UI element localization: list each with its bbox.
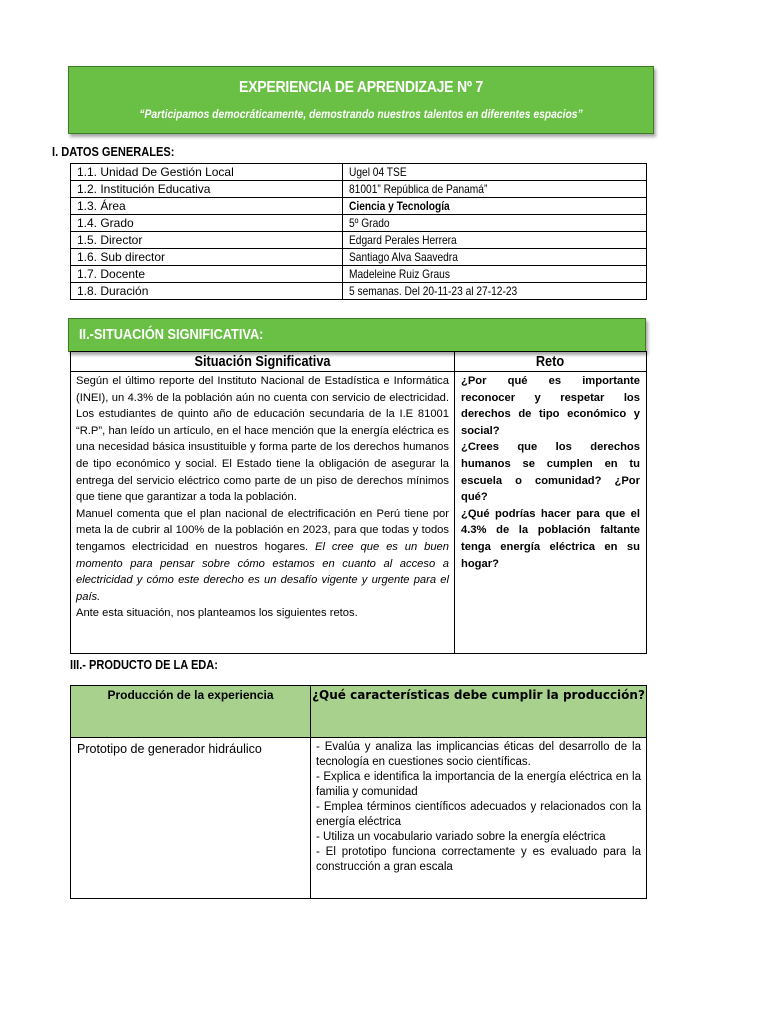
row-label: 1.7. Docente — [71, 266, 343, 283]
situacion-paragraph-1: Según el último reporte del Instituto Nacional de Estadística e Informática (INEI), un 4.3% de la población aún no cuenta con servicio de electricidad. Los estudiantes de quinto año de educación secundaria de la I.E 81001 “R.P”, han leído un artículo, en el hace mención que la energía eléctrica es una necesidad básica insustituible y forma parte de los derechos humanos de tipo económico y social. El Estado tiene la obligación de asegurar la entrega del servicio eléctrico como parte de un piso de derechos mínimos que tiene que garantizar a toda la población. — [76, 375, 449, 504]
situacion-paragraph-2-text: Manuel comenta que el plan nacional de electrificación en Perú tiene por meta la de cubrir al 100% de la población en 2023, para que todas y todos tengamos electricidad en nuestros hogares. — [76, 507, 449, 553]
table-row — [71, 215, 647, 232]
row-value: Ciencia y Tecnología — [349, 199, 450, 213]
produccion-column-title: Producción de la experiencia — [71, 686, 311, 738]
row-value: 5 semanas. Del 20-11-23 al 27-12-23 — [349, 284, 518, 298]
table-row — [71, 266, 647, 283]
experience-banner — [68, 66, 654, 134]
table-row — [71, 232, 647, 249]
situacion-paragraph-2 — [76, 506, 449, 606]
reto-question-1: ¿Por qué es importante reconocer y respetar los derechos de tipo económico y social? — [461, 375, 640, 437]
table-row — [71, 198, 647, 215]
row-value: Ugel 04 TSE — [349, 165, 407, 179]
row-label: 1.4. Grado — [71, 215, 343, 232]
row-label: 1.5. Director — [71, 232, 343, 249]
datos-generales-table — [70, 163, 647, 300]
list-item: - Utiliza un vocabulario variado sobre la energía eléctrica — [316, 831, 606, 843]
table-row — [71, 249, 647, 266]
situacion-table — [70, 351, 647, 654]
row-label: 1.3. Área — [71, 198, 343, 215]
list-item: - Emplea términos científicos adecuados y relacionados con la energía eléctrica — [316, 801, 641, 828]
product-name: Prototipo de generador hidráulico — [71, 738, 311, 899]
situacion-column-title: Situación Significativa — [194, 353, 331, 370]
reto-question-3: ¿Qué podrías hacer para que el 4.3% de la población faltante tenga energía eléctrica en su hogar? — [461, 507, 640, 570]
experience-subtitle: “Participamos democráticamente, demostrando nuestros talentos en diferentes espacios” — [139, 107, 583, 121]
row-value: Santiago Alva Saavedra — [349, 250, 458, 264]
table-header-row — [71, 686, 647, 738]
reto-column-title: Reto — [535, 353, 565, 370]
row-label: 1.8. Duración — [71, 283, 343, 300]
row-value: 81001” República de Panamá” — [349, 182, 488, 196]
row-label: 1.1. Unidad De Gestión Local — [71, 164, 343, 181]
situacion-paragraph-2-italic: El cree que es un buen momento para pensar sobre cómo estamos en cuanto al acceso a electricidad y cómo este derecho es un desafío vigente y urgente para el país. — [76, 540, 449, 603]
header-divider — [71, 371, 646, 372]
reto-text — [461, 373, 640, 572]
list-item: - El prototipo funciona correctamente y es evaluado para la construcción a gran escala — [316, 846, 641, 873]
table-row — [71, 164, 647, 181]
row-value: Edgard Perales Herrera — [349, 233, 457, 247]
list-item: - Evalúa y analiza las implicancias éticas del desarrollo de la tecnología en cuestiones socio científicas. — [316, 741, 641, 768]
reto-question-2: ¿Crees que los derechos humanos se cumplen en tu escuela o comunidad? ¿Por qué? — [461, 441, 640, 504]
datos-generales-heading: I. DATOS GENERALES: — [52, 144, 175, 159]
row-label: 1.6. Sub director — [71, 249, 343, 266]
table-row — [71, 738, 647, 899]
column-divider — [454, 352, 455, 653]
experience-title: EXPERIENCIA DE APRENDIZAJE Nº 7 — [239, 79, 483, 96]
situacion-heading: II.-SITUACIÓN SIGNIFICATIVA: — [79, 326, 264, 343]
situacion-paragraph-3: Ante esta situación, nos planteamos los siguientes retos. — [76, 607, 358, 620]
producto-heading: III.- PRODUCTO DE LA EDA: — [70, 657, 218, 672]
situacion-banner — [68, 318, 646, 352]
list-item: - Explica e identifica la importancia de la energía eléctrica en la familia y comunidad — [316, 771, 641, 798]
row-value: Madeleine Ruiz Graus — [349, 267, 450, 281]
caracteristicas-column-title: ¿Qué características debe cumplir la producción? — [311, 686, 647, 738]
row-label: 1.2. Institución Educativa — [71, 181, 343, 198]
row-value: 5º Grado — [349, 216, 390, 230]
table-row — [71, 283, 647, 300]
table-row — [71, 181, 647, 198]
producto-table — [70, 685, 647, 899]
characteristics-cell — [311, 738, 647, 899]
situacion-text — [76, 373, 449, 622]
